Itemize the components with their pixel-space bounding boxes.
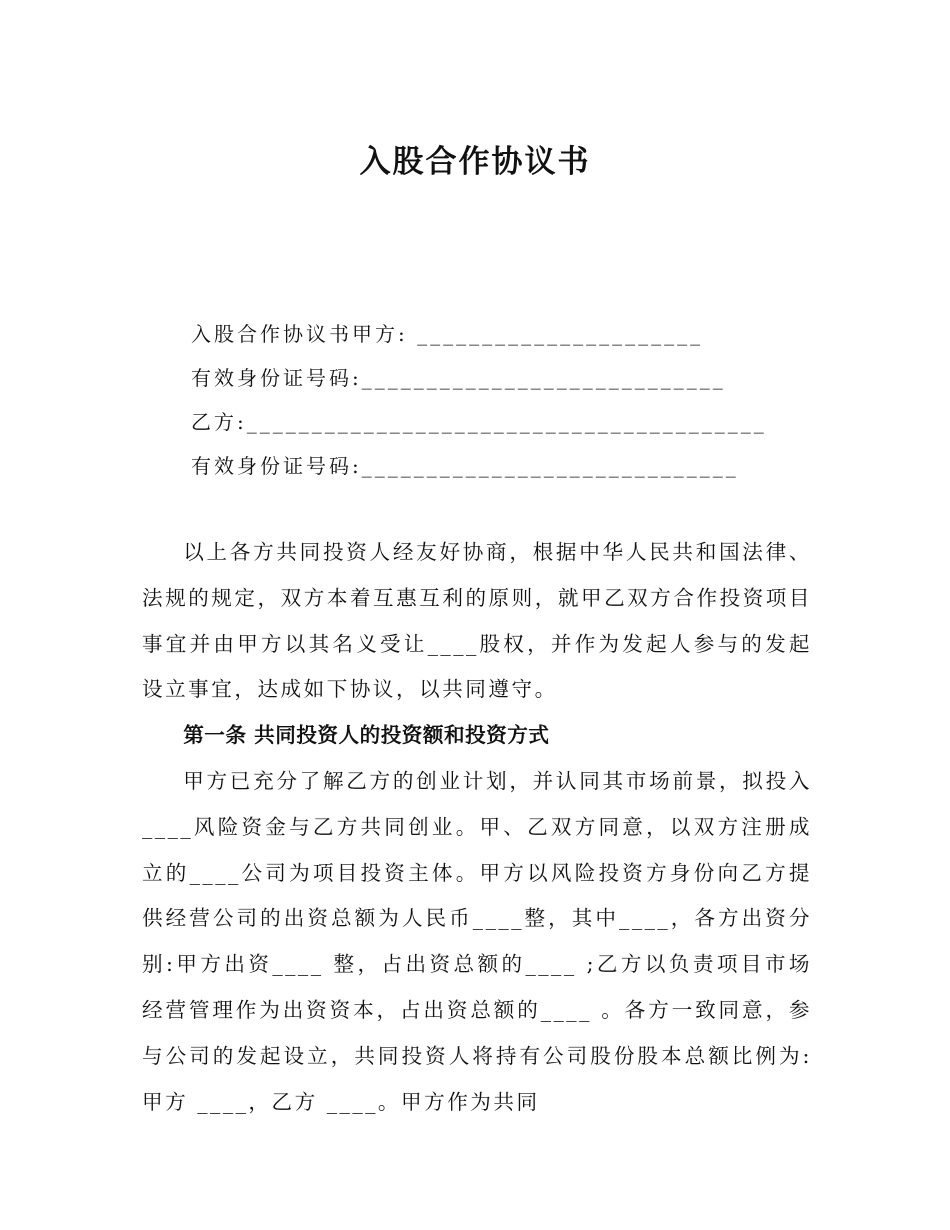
article-1-heading: 第一条 共同投资人的投资额和投资方式 [183,723,550,748]
document-title: 入股合作协议书 [359,144,591,180]
party-b-id-line: 有效身份证号码:_____________________________ [191,454,739,478]
party-info-block [191,312,767,488]
party-a-id-line: 有效身份证号码:____________________________ [191,366,726,390]
agreement-body [142,530,812,1125]
intro-paragraph: 以上各方共同投资人经友好协商，根据中华人民共和国法律、法规的规定，双方本着互惠互利的原则，就甲乙双方合作投资项目事宜并由甲方以其名义受让____股权，并作为发起人参与的发起设立事宜，达成如下协议，以共同遵守。 [142,540,812,702]
party-b-line: 乙方:________________________________________ [191,410,767,434]
party-a-line: 入股合作协议书甲方: ______________________ [191,322,704,346]
article-1-paragraph: 甲方已充分了解乙方的创业计划，并认同其市场前景，拟投入____风险资金与乙方共同创业。甲、乙双方同意，以双方注册成立的____公司为项目投资主体。甲方以风险投资方身份向乙方提供经营公司的出资总额为人民币____整，其中____，各方出资分别:甲方出资____ 整，占出资总额的____ ;乙方以负责项目市场经营管理作为出资资本，占出资总额的____ 。各方一致同意，参与公司的发起设立，共同投资人将持有公司股份股本总额比例为:甲方 ____，乙方 ____。甲方作为共同 [142,768,812,1114]
